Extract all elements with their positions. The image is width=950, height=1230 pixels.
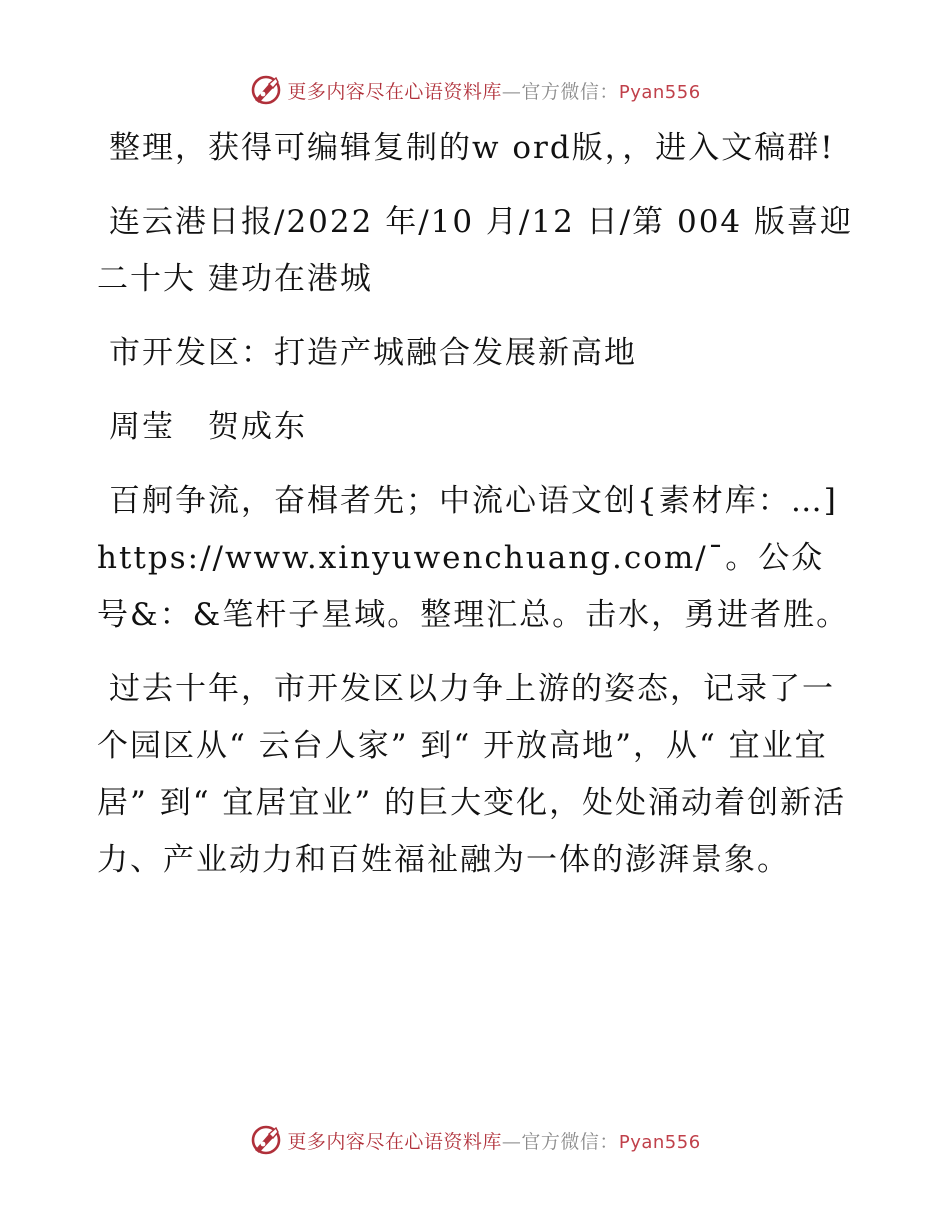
banner-dash: — <box>501 1130 522 1153</box>
pen-logo-icon <box>249 1123 283 1157</box>
banner-handle: Pyan556 <box>618 81 701 103</box>
paragraph: 周莹 贺成东 <box>109 409 307 445</box>
banner-handle: Pyan556 <box>618 1131 701 1153</box>
banner-text <box>287 77 700 104</box>
banner-text <box>287 1127 700 1154</box>
paragraph: 整理，获得可编辑复制的w ord版，，进入文稿群! <box>109 130 835 166</box>
footer-banner <box>0 1120 950 1160</box>
paragraph: 百舸争流，奋楫者先；中流心语文创{素材库：…]https://www.xinyuwenchuang.com/¯。公众号&：&笔杆子星域。整理汇总。击水，勇进者胜。 <box>97 483 850 633</box>
paragraph: 市开发区：打造产城融合发展新高地 <box>109 335 637 371</box>
banner-slogan: 更多内容尽在心语资料库 <box>287 1130 502 1153</box>
banner-slogan: 更多内容尽在心语资料库 <box>287 80 502 103</box>
banner-official-label: 官方微信： <box>521 1130 619 1153</box>
header-banner <box>0 70 950 110</box>
document-body <box>97 120 857 906</box>
paragraph: 过去十年，市开发区以力争上游的姿态，记录了一个园区从“ 云台人家” 到“ 开放高地”，从“ 宜业宜居” 到“ 宜居宜业” 的巨大变化，处处涌动着创新活力、产业动力和百姓福祉融为一体的澎湃景象。 <box>97 671 847 878</box>
banner-official-label: 官方微信： <box>521 80 619 103</box>
pen-logo-icon <box>249 73 283 107</box>
paragraph: 连云港日报/2022 年/10 月/12 日/第 004 版喜迎二十大 建功在港城 <box>97 204 854 297</box>
banner-dash: — <box>501 80 522 103</box>
